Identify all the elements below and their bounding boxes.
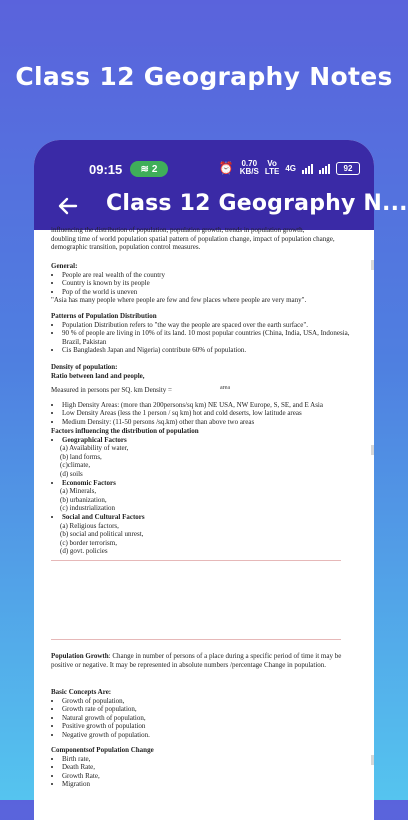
page-break-line [51, 639, 341, 640]
signal-icon-2 [319, 163, 330, 174]
intro-text: influencing the distribution of population, population growth, trends in population growth, doubling time of world population spatial pattern of population change, impact of population change, demographic transition, population control measures. [51, 226, 335, 252]
density-section: Density of population: Ratio between land and people, Measured in persons per SQ. km Density = • High Density Areas: (more than 200persons/sq km) NE USA, NW Europe, S, SE, and E Asia • Low Density Areas (less the 1 person / sq km) hot and cold deserts, low latitude areas • Medium Density: (11-50 persons /sq.km) other than above two areas [51, 363, 351, 427]
status-icons [219, 160, 360, 176]
app-bar [34, 182, 408, 230]
status-bar [34, 140, 374, 182]
scroll-indicator[interactable] [371, 755, 374, 765]
promo-title: Class 12 Geography Notes [15, 62, 393, 91]
components-section: Componentsof Population Change • Birth rate, • Death Rate, • Growth Rate, • Migration [51, 746, 351, 789]
area-label: area [220, 385, 230, 391]
factors-section: Factors influencing the distribution of population • Geographical Factors (a) Availability of water, (b) land forms, (c)climate, (d) soils • Economic Factors (a) Minerals, (b) urbanization, (c) industrialization • Social and Cultural Factors (a) Religious factors, (b) social and political unrest, (c) border terrorism, (d) govt. policies [51, 427, 351, 556]
pdf-viewer[interactable] [34, 226, 374, 820]
population-growth-text: Population Growth: Change in number of persons of a place during a specific period of time it may be positive or negative. It may be represented in absolute numbers /percentage Change in population. [51, 652, 342, 669]
battery-icon: 92 [336, 162, 360, 175]
hotspot-badge: ≋ 2 [130, 161, 168, 177]
signal-icon [302, 163, 313, 174]
patterns-section: Patterns of Population Distribution • Population Distribution refers to "the way the people are spaced over the earth surface". • 90 % of people are living in 10% of its land. 10 most popular countries (China, India, USA, Indonesia, Brazil, Pakistan • Cis Bangladesh Japan and Nigeria) contribute 60% of population. [51, 312, 351, 355]
page-break-line [51, 560, 341, 561]
status-time: 09:15 [89, 162, 123, 177]
basic-concepts-section: Basic Concepts Are: • Growth of population, • Growth rate of population, • Natural growth of population, • Positive growth of population • Negative growth of population. [51, 688, 351, 740]
general-section: General: • People are real wealth of the country • Country is known by its people • Pop of the world is uneven "Asia has many people where people are few and few places where people are very many". [51, 262, 351, 305]
phone-frame [34, 140, 408, 820]
general-list: • People are real wealth of the country • Country is known by its people • Pop of the world is uneven [51, 271, 351, 297]
page-title: Class 12 Geography N... [106, 191, 408, 216]
scroll-indicator[interactable] [371, 260, 374, 270]
back-arrow-icon[interactable] [56, 194, 80, 218]
scroll-indicator[interactable] [371, 445, 374, 455]
network-speed: 0.70 KB/S [239, 159, 259, 176]
network-type: 4G [285, 163, 296, 173]
wifi-icon: ≋ [140, 163, 149, 175]
volte-indicator: Vo LTE [264, 159, 280, 176]
alarm-icon: ⏰ [218, 161, 234, 175]
